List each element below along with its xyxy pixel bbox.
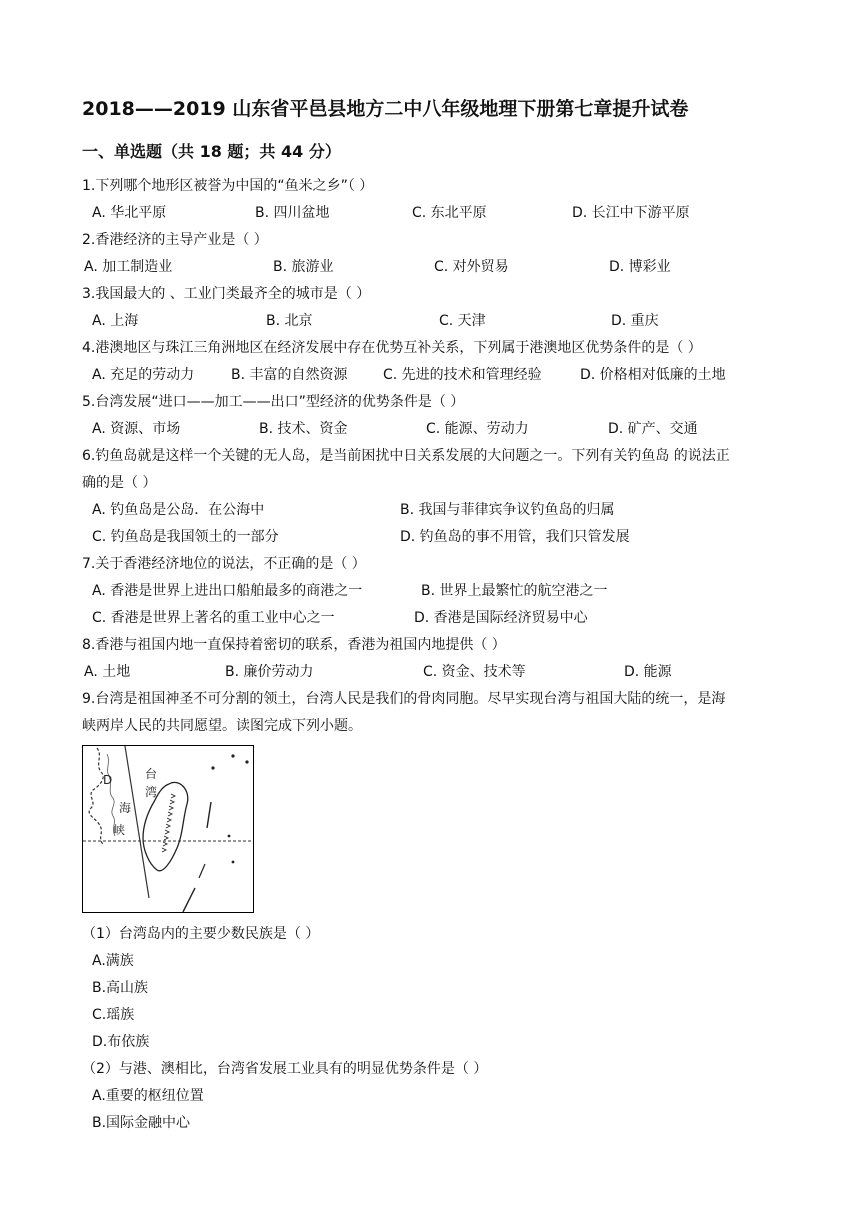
q3-option-b: B. 北京 [266, 313, 313, 329]
q2-option-b: B. 旅游业 [273, 259, 334, 275]
sub-question-2-stem: （2）与港、澳相比，台湾省发展工业具有的明显优势条件是（ ） [82, 1061, 488, 1077]
sub1-option-d: D.布依族 [92, 1034, 150, 1050]
question-1-stem: 1.下列哪个地形区被誉为中国的“鱼米之乡”（ ） [82, 178, 374, 194]
map-label-char-2: 湾 [145, 785, 158, 799]
q4-option-d: D. 价格相对低廉的土地 [580, 367, 726, 383]
section-heading: 一、单选题（共 18 题；共 44 分） [82, 142, 341, 161]
q3-option-c: C. 天津 [439, 313, 486, 329]
question-4-stem: 4.港澳地区与珠江三角洲地区在经济发展中存在优势互补关系，下列属于港澳地区优势条件的是（ ） [82, 340, 702, 356]
q2-option-c: C. 对外贸易 [434, 259, 509, 275]
map-label-char-1: 台 [145, 767, 158, 781]
sub-question-1-stem: （1）台湾岛内的主要少数民族是（ ） [82, 926, 320, 942]
sub2-option-a: A.重要的枢纽位置 [92, 1088, 204, 1104]
question-7-stem: 7.关于香港经济地位的说法，不正确的是（ ） [82, 556, 366, 572]
q1-option-a: A. 华北平原 [92, 205, 167, 221]
q8-option-b: B. 廉价劳动力 [225, 664, 314, 680]
page-title: 2018——2019 山东省平邑县地方二中八年级地理下册第七章提升试卷 [82, 98, 689, 120]
q7-option-a: A. 香港是世界上进出口船舶最多的商港之一 [92, 583, 363, 599]
q3-option-a: A. 上海 [92, 313, 139, 329]
boundary-tick [199, 864, 205, 878]
sub1-option-b: B.高山族 [92, 980, 149, 996]
map-label-d: D [103, 773, 113, 787]
q6-option-c: C. 钓鱼岛是我国领土的一部分 [92, 529, 279, 545]
boundary-tick [183, 888, 195, 912]
q2-option-d: D. 博彩业 [609, 259, 671, 275]
sub2-option-b: B.国际金融中心 [92, 1115, 191, 1131]
q7-option-b: B. 世界上最繁忙的航空港之一 [421, 583, 608, 599]
q1-option-c: C. 东北平原 [412, 205, 487, 221]
q5-option-d: D. 矿产、交通 [608, 421, 698, 437]
islet-dot [211, 766, 214, 769]
question-5-stem: 5.台湾发展“进口——加工——出口”型经济的优势条件是（ ） [82, 394, 465, 410]
question-9-stem: 9.台湾是祖国神圣不可分割的领土，台湾人民是我们的骨肉同胞。尽早实现台湾与祖国大陆的统一，是海 [82, 691, 726, 707]
q8-option-c: C. 资金、技术等 [423, 664, 526, 680]
map-drawing [83, 746, 254, 913]
q7-option-c: C. 香港是世界上著名的重工业中心之一 [92, 610, 335, 626]
map-label-char-4: 峡 [113, 823, 126, 837]
q1-option-b: B. 四川盆地 [255, 205, 330, 221]
question-8-stem: 8.香港与祖国内地一直保持着密切的联系，香港为祖国内地提供（ ） [82, 637, 506, 653]
taiwan-strait-map [82, 745, 254, 913]
mainland-coastline [89, 748, 103, 844]
q8-option-a: A. 土地 [84, 664, 131, 680]
q7-option-d: D. 香港是国际经济贸易中心 [414, 610, 588, 626]
question-2-stem: 2.香港经济的主导产业是（ ） [82, 232, 268, 248]
q6-option-b: B. 我国与菲律宾争议钓鱼岛的归属 [400, 502, 615, 518]
q2-option-a: A. 加工制造业 [84, 259, 173, 275]
sub1-option-a: A.满族 [92, 953, 134, 969]
q5-option-a: A. 资源、市场 [92, 421, 181, 437]
sub1-option-c: C.瑶族 [92, 1007, 135, 1023]
islet-dot [232, 861, 235, 864]
question-6-stem-cont: 确的是（ ） [82, 475, 157, 491]
q6-option-a: A. 钓鱼岛是公岛．在公海中 [92, 502, 265, 518]
q4-option-c: C. 先进的技术和管理经验 [383, 367, 542, 383]
map-label-char-3: 海 [119, 801, 132, 815]
q5-option-b: B. 技术、资金 [259, 421, 348, 437]
question-6-stem: 6.钓鱼岛就是这样一个关键的无人岛，是当前困扰中日关系发展的大问题之一。下列有关钓鱼岛 的说法正 [82, 448, 730, 464]
boundary-tick [207, 802, 211, 828]
q4-option-a: A. 充足的劳动力 [92, 367, 195, 383]
islet-dot [228, 835, 231, 838]
q5-option-c: C. 能源、劳动力 [426, 421, 529, 437]
islet-dot [231, 754, 234, 757]
question-9-stem-cont: 峡两岸人民的共同愿望。读图完成下列小题。 [82, 718, 362, 734]
q8-option-d: D. 能源 [624, 664, 672, 680]
q4-option-b: B. 丰富的自然资源 [231, 367, 348, 383]
q1-option-d: D. 长江中下游平原 [572, 205, 690, 221]
islet-dot [245, 760, 248, 763]
q3-option-d: D. 重庆 [611, 313, 659, 329]
question-3-stem: 3.我国最大的 、工业门类最齐全的城市是（ ） [82, 286, 371, 302]
q6-option-d: D. 钓鱼岛的事不用管，我们只管发展 [400, 529, 630, 545]
